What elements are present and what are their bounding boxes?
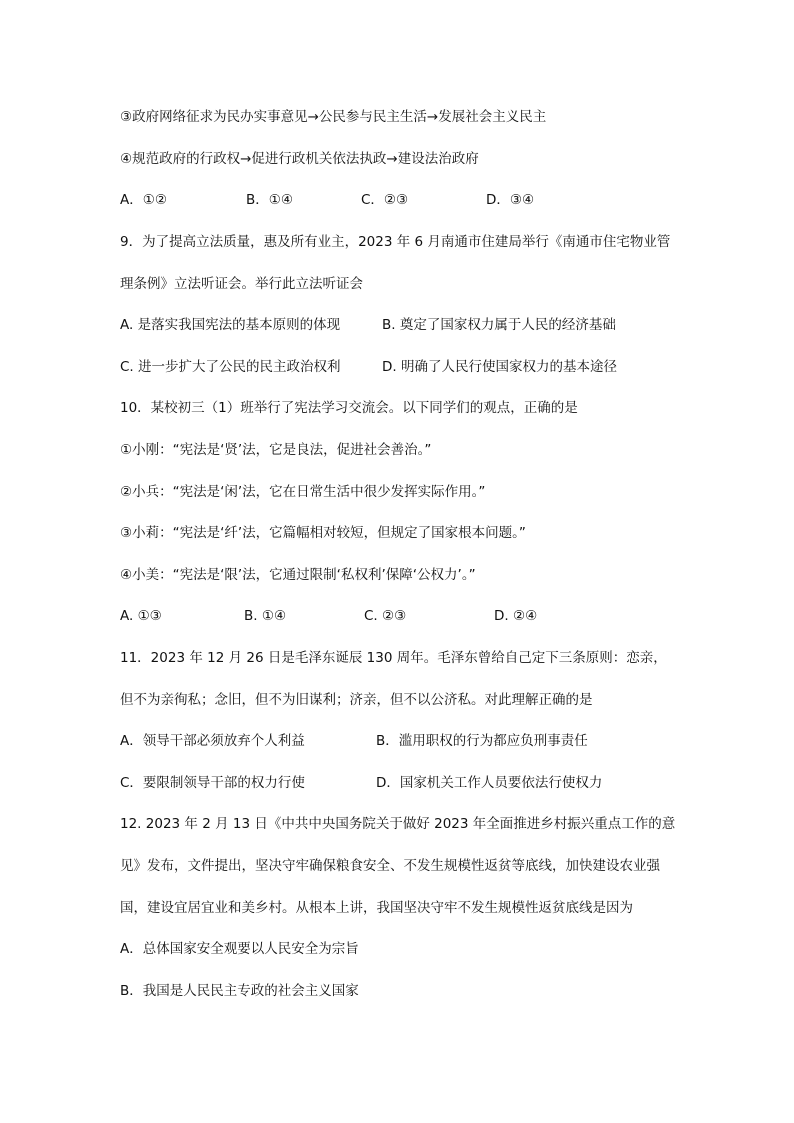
q8-option-a: A．①② [120,192,167,208]
q8-options [120,191,720,209]
q9-option-d: D. 明确了人民行使国家权力的基本途径 [382,359,617,375]
q12-option-b: B．我国是人民民主专政的社会主义国家 [120,983,359,999]
q8-statement-4: ④规范政府的行政权→促进行政机关依法执政→建设法治政府 [120,151,479,167]
q11-options-row-2 [120,774,720,792]
q10-stem: 10．某校初三（1）班举行了宪法学习交流会。以下同学们的观点，正确的是 [120,400,578,416]
q10-statement-3: ③小莉：“宪法是‘纤’法，它篇幅相对较短，但规定了国家根本问题。” [120,525,526,541]
q9-options-row-2 [120,358,720,376]
q10-option-a: A. ①③ [120,608,162,624]
q10-option-d: D. ②④ [494,608,538,624]
q10-statement-4: ④小美：“宪法是‘限’法，它通过限制‘私权利’保障‘公权力’。” [120,567,476,583]
q9-option-a: A. 是落实我国宪法的基本原则的体现 [120,317,341,333]
q10-statement-1: ①小刚：“宪法是‘贤’法，它是良法，促进社会善治。” [120,442,432,458]
q9-stem-line-1: 9．为了提高立法质量，惠及所有业主，2023 年 6 月南通市住建局举行《南通市住宅物业管 [120,234,671,250]
q8-statement-3: ③政府网络征求为民办实事意见→公民参与民主生活→发展社会主义民主 [120,109,547,125]
q11-options-row-1 [120,732,720,750]
q11-stem-line-1: 11．2023 年 12 月 26 日是毛泽东诞辰 130 周年。毛泽东曾给自己定下三条原则：恋亲， [120,650,667,666]
q9-stem-line-2: 理条例》立法听证会。举行此立法听证会 [120,276,363,292]
q11-option-a: A．领导干部必须放弃个人利益 [120,733,305,749]
q11-option-b: B．滥用职权的行为都应负刑事责任 [376,733,588,749]
q10-options [120,607,720,625]
q12-stem-line-3: 国，建设宜居宜业和美乡村。从根本上讲，我国坚决守牢不发生规模性返贫底线是因为 [120,900,633,916]
q11-stem-line-2: 但不为亲徇私；念旧，但不为旧谋利；济亲，但不以公济私。对此理解正确的是 [120,692,593,708]
q8-option-b: B．①④ [246,192,293,208]
q10-option-b: B. ①④ [244,608,287,624]
q12-stem-line-1: 12. 2023 年 2 月 13 日《中共中央国务院关于做好 2023 年全面推进乡村振兴重点工作的意 [120,816,676,832]
q11-option-c: C．要限制领导干部的权力行使 [120,775,305,791]
q9-option-c: C. 进一步扩大了公民的民主政治权利 [120,359,341,375]
q8-option-d: D．③④ [486,192,535,208]
q8-option-c: C．②③ [361,192,409,208]
q10-option-c: C. ②③ [364,608,407,624]
q9-options-row-1 [120,316,720,334]
q11-option-d: D．国家机关工作人员要依法行使权力 [376,775,603,791]
q10-statement-2: ②小兵：“宪法是‘闲’法，它在日常生活中很少发挥实际作用。” [120,484,486,500]
q12-option-a: A．总体国家安全观要以人民安全为宗旨 [120,941,359,957]
q9-option-b: B. 奠定了国家权力属于人民的经济基础 [382,317,616,333]
q12-stem-line-2: 见》发布，文件提出，坚决守牢确保粮食安全、不发生规模性返贫等底线，加快建设农业强 [120,858,660,874]
